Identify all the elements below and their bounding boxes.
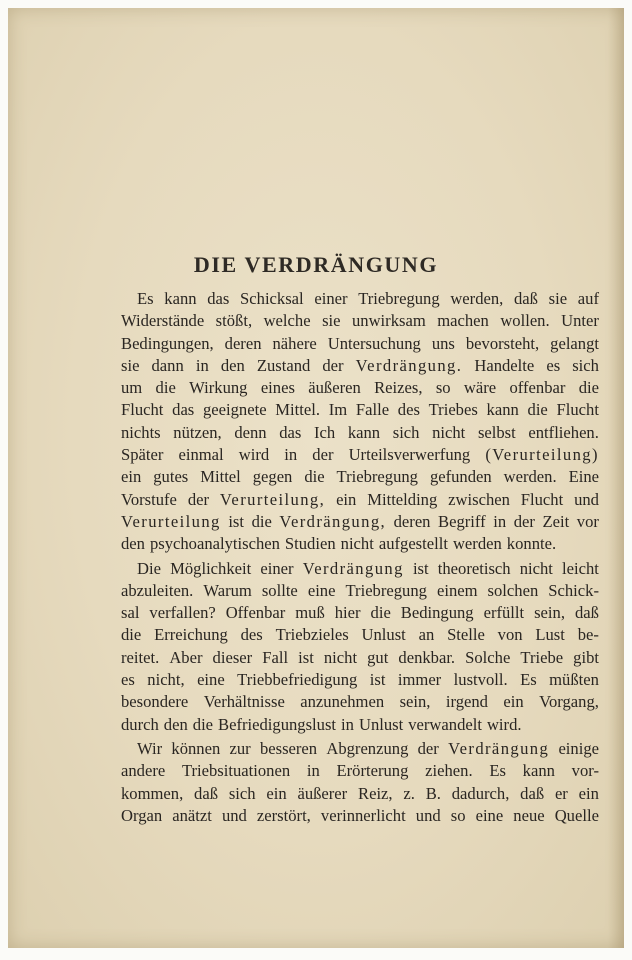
- word: sich: [228, 783, 256, 803]
- word: nicht: [432, 422, 466, 442]
- word: Stelle: [447, 625, 485, 645]
- word: nicht: [519, 558, 553, 578]
- body-text: [121, 288, 599, 827]
- word: nähere: [272, 333, 317, 353]
- word: einem: [436, 580, 478, 600]
- word: und: [415, 805, 441, 825]
- word: muß: [295, 603, 325, 623]
- text-line: [121, 760, 599, 782]
- text-line: [121, 444, 599, 466]
- text-line: [121, 288, 599, 310]
- text-line: [121, 399, 599, 421]
- word: so: [450, 805, 466, 825]
- word: der: [187, 489, 210, 509]
- word: Triebregung: [336, 467, 418, 487]
- text-line: [121, 310, 599, 332]
- word: Studien: [284, 534, 336, 554]
- text-line: [121, 738, 599, 760]
- word: in: [306, 761, 320, 781]
- word: von: [497, 625, 523, 645]
- word: Eine: [568, 467, 599, 487]
- word: stößt,: [215, 311, 253, 331]
- word: Handelte: [474, 355, 535, 375]
- word: werden: [452, 534, 502, 554]
- word: Flucht: [121, 400, 164, 420]
- word: die: [578, 378, 599, 398]
- word: wird.: [486, 714, 522, 734]
- word: einer: [314, 289, 348, 308]
- word: das: [279, 422, 302, 442]
- word: Wir: [137, 738, 163, 758]
- word: Verhältnisse: [203, 692, 285, 712]
- word: gibt: [573, 647, 599, 667]
- word: wäre: [463, 378, 497, 398]
- word: Verdrängung.: [355, 355, 463, 375]
- word: Die: [137, 558, 161, 578]
- word: Befriedigungslust: [218, 714, 337, 734]
- word: leicht: [562, 558, 599, 578]
- word: deren: [393, 511, 431, 531]
- text-line: [121, 333, 599, 355]
- word: geeignete: [202, 400, 267, 420]
- word: dadurch,: [451, 783, 510, 803]
- word: gegen: [252, 467, 293, 487]
- word: auf: [577, 289, 599, 308]
- word: die: [370, 603, 391, 623]
- word: können: [171, 738, 221, 758]
- word: Fall: [262, 647, 289, 667]
- word: besseren: [259, 738, 318, 758]
- word: und: [221, 805, 247, 825]
- word: dieser: [212, 647, 253, 667]
- word: äußerer: [297, 783, 348, 803]
- word: denkbar.: [398, 647, 456, 667]
- word: Offenbar: [225, 603, 286, 623]
- word: eines: [260, 378, 295, 398]
- word: den: [121, 534, 145, 554]
- word: der: [312, 445, 334, 465]
- word: gefunden: [429, 467, 492, 487]
- word: nützen,: [173, 422, 222, 442]
- word: sich: [392, 422, 420, 442]
- word: nicht: [323, 647, 358, 667]
- word: es: [546, 355, 561, 375]
- word: denn: [234, 422, 267, 442]
- text-line: [121, 647, 599, 669]
- word: kommen,: [121, 783, 184, 803]
- word: unwirksam: [351, 311, 426, 331]
- word: ein: [266, 783, 287, 803]
- text-line: [121, 783, 599, 805]
- word: sie: [322, 311, 341, 331]
- word: Schick-: [548, 580, 599, 600]
- word: Zeit: [542, 511, 570, 531]
- word: sal: [121, 603, 140, 623]
- word: Verdrängung,: [279, 511, 387, 531]
- word: der: [417, 738, 439, 758]
- word: er: [554, 783, 568, 803]
- word: sie: [121, 355, 140, 375]
- word: werden,: [450, 289, 504, 308]
- word: den: [163, 714, 188, 734]
- word: kann: [486, 400, 519, 420]
- word: ist: [228, 511, 244, 531]
- word: sein,: [399, 692, 431, 712]
- word: Wirkung: [189, 378, 248, 398]
- word: in: [284, 445, 298, 465]
- word: irgend: [445, 692, 488, 712]
- word: nicht: [340, 534, 374, 554]
- word: in: [195, 355, 209, 375]
- word: ein: [503, 692, 524, 712]
- word: Erörterung: [336, 761, 409, 781]
- word: der: [513, 511, 535, 531]
- word: machen: [437, 311, 489, 331]
- word: aufgestellt: [378, 534, 448, 554]
- word: immer: [397, 670, 442, 690]
- word: daß: [574, 603, 599, 623]
- word: deren: [224, 333, 262, 353]
- text-line: [121, 422, 599, 444]
- word: werden.: [503, 467, 557, 487]
- word: Mittel.: [275, 400, 320, 420]
- word: verinnerlicht: [320, 805, 406, 825]
- word: Urteilsverwerfung: [348, 445, 471, 465]
- word: Vorgang,: [539, 692, 599, 712]
- word: Lust: [535, 625, 565, 645]
- word: Unter: [561, 311, 599, 331]
- word: Es: [520, 670, 537, 690]
- word: wird: [238, 445, 270, 465]
- word: Möglichkeit: [170, 558, 252, 578]
- word: Verurteilung,: [219, 489, 326, 509]
- word: Aber: [169, 647, 203, 667]
- word: verfallen?: [149, 603, 216, 623]
- word: Im: [328, 400, 348, 420]
- word: ziehen.: [425, 761, 473, 781]
- word: Untersuchung: [327, 333, 421, 353]
- word: offenbar: [509, 378, 566, 398]
- word: Falle: [355, 400, 390, 420]
- word: Solche: [465, 647, 511, 667]
- word: daß: [520, 783, 545, 803]
- word: Zustand: [256, 355, 311, 375]
- text-line: [121, 714, 599, 736]
- word: um: [121, 378, 143, 398]
- word: die: [155, 378, 176, 398]
- word: einmal: [178, 445, 224, 465]
- word: Bedingung: [400, 603, 474, 623]
- word: vor: [576, 511, 599, 531]
- word: Vorstufe: [121, 489, 177, 509]
- word: die: [192, 714, 214, 734]
- word: lustvoll.: [453, 670, 508, 690]
- word: daß: [514, 289, 538, 308]
- word: eine: [475, 805, 504, 825]
- word: nicht,: [147, 670, 185, 690]
- word: müßten: [549, 670, 599, 690]
- word: Warum: [203, 580, 252, 600]
- word: Mittelding: [367, 489, 438, 509]
- word: selbst: [477, 422, 516, 442]
- word: psychoanalytischen: [149, 534, 280, 554]
- word: anzunehmen: [300, 692, 385, 712]
- word: die: [251, 511, 272, 531]
- word: verwandelt: [408, 714, 482, 734]
- word: theoretisch: [437, 558, 511, 578]
- word: Triebzieles: [275, 625, 349, 645]
- text-line: [121, 558, 599, 580]
- word: erfüllt: [483, 603, 525, 623]
- word: anätzt: [172, 805, 212, 825]
- word: be-: [577, 625, 599, 645]
- text-line: [121, 805, 599, 827]
- word: die: [304, 467, 325, 487]
- word: Verdrängung: [448, 738, 550, 758]
- word: Triebsituationen: [181, 761, 291, 781]
- word: äußeren: [308, 378, 361, 398]
- word: wollen.: [500, 311, 550, 331]
- word: Schicksal: [240, 289, 304, 308]
- word: in: [341, 714, 354, 734]
- text-line: [121, 580, 599, 602]
- text-line: [121, 466, 599, 488]
- word: Begriff: [438, 511, 486, 531]
- word: ist: [369, 670, 386, 690]
- word: ein: [121, 467, 142, 487]
- text-line: [121, 489, 599, 511]
- word: ist: [412, 558, 429, 578]
- word: ist: [298, 647, 314, 667]
- word: kann: [347, 422, 381, 442]
- word: Mittel: [200, 467, 241, 487]
- word: Quelle: [554, 805, 599, 825]
- word: uns: [431, 333, 455, 353]
- word: die: [527, 400, 548, 420]
- word: (Verurteilung): [485, 445, 599, 465]
- word: Reiz,: [358, 783, 393, 803]
- text-line: [121, 533, 599, 555]
- word: Später: [121, 445, 164, 465]
- word: vor-: [571, 761, 599, 781]
- word: das: [207, 289, 230, 308]
- word: Organ: [121, 805, 163, 825]
- word: Es: [137, 289, 154, 308]
- text-line: [121, 602, 599, 624]
- word: der: [322, 355, 344, 375]
- word: sollte: [261, 580, 298, 600]
- word: Ich: [313, 422, 336, 442]
- word: die: [121, 625, 142, 645]
- word: zwischen: [448, 489, 510, 509]
- word: einer: [260, 558, 294, 578]
- word: Bedingungen,: [121, 333, 214, 353]
- word: einige: [558, 738, 599, 758]
- word: solchen: [487, 580, 539, 600]
- word: hier: [334, 603, 361, 623]
- word: Flucht: [520, 489, 564, 509]
- word: dann: [151, 355, 184, 375]
- text-line: [121, 624, 599, 646]
- word: so: [435, 378, 451, 398]
- word: entfliehen.: [528, 422, 599, 442]
- word: das: [172, 400, 195, 420]
- word: bevorsteht,: [465, 333, 540, 353]
- word: Triebbefriedigung: [237, 670, 358, 690]
- word: sie: [548, 289, 568, 308]
- word: des: [240, 625, 263, 645]
- word: Triebes: [428, 400, 478, 420]
- word: Abgrenzung: [326, 738, 409, 758]
- text-line: [121, 669, 599, 691]
- word: besondere: [121, 692, 189, 712]
- word: Verdrängung: [302, 558, 404, 578]
- word: Triebregung: [358, 289, 440, 308]
- word: Unlust: [358, 714, 404, 734]
- word: gelangt: [550, 333, 599, 353]
- chapter-title: DIE VERDRÄNGUNG: [193, 252, 439, 277]
- word: Flucht: [556, 400, 599, 420]
- word: und: [574, 489, 599, 509]
- word: Triebe: [520, 647, 564, 667]
- word: konnte.: [506, 534, 557, 554]
- word: B.: [425, 783, 441, 803]
- word: ein: [336, 489, 357, 509]
- word: zerstört,: [256, 805, 311, 825]
- word: des: [397, 400, 420, 420]
- word: durch: [121, 714, 159, 734]
- word: eine: [197, 670, 225, 690]
- word: kann: [164, 289, 197, 308]
- word: reitet.: [121, 647, 160, 667]
- word: andere: [121, 761, 166, 781]
- word: zur: [229, 738, 251, 758]
- word: Erreichung: [154, 625, 228, 645]
- word: welche: [263, 311, 311, 331]
- word: nichts: [121, 422, 161, 442]
- word: Reizes,: [374, 378, 423, 398]
- word: eine: [307, 580, 336, 600]
- text-line: [121, 511, 599, 533]
- word: z.: [403, 783, 415, 803]
- word: kann: [522, 761, 555, 781]
- word: Unlust: [361, 625, 406, 645]
- word: neue: [513, 805, 545, 825]
- word: gutes: [153, 467, 189, 487]
- word: ein: [578, 783, 599, 803]
- text-line: [121, 355, 599, 377]
- word: Widerstände: [121, 311, 205, 331]
- word: es: [121, 670, 135, 690]
- text-line: [121, 691, 599, 713]
- word: sein,: [534, 603, 565, 623]
- word: den: [220, 355, 245, 375]
- word: an: [418, 625, 435, 645]
- word: Es: [489, 761, 506, 781]
- word: in: [493, 511, 507, 531]
- word: abzuleiten.: [121, 580, 194, 600]
- word: daß: [194, 783, 218, 803]
- word: sich: [572, 355, 599, 375]
- word: gut: [367, 647, 389, 667]
- text-line: [121, 377, 599, 399]
- word: Triebregung: [345, 580, 427, 600]
- word: Verurteilung: [121, 511, 221, 531]
